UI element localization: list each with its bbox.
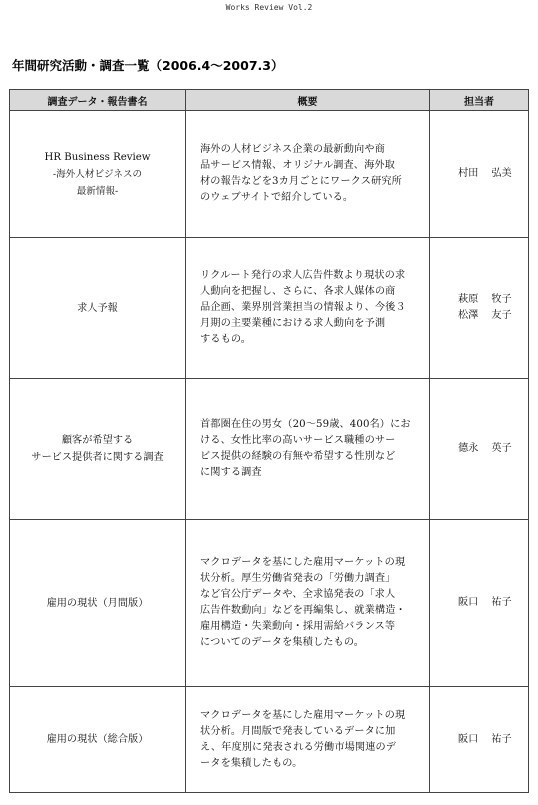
person-given-name: 英子: [491, 443, 512, 454]
report-name-cell: [10, 379, 186, 520]
summary-line: 状分析。厚生労働省発表の「労働力調査」: [200, 573, 396, 584]
summary-cell: [186, 687, 430, 793]
person-in-charge-cell: [430, 379, 529, 520]
summary-line: ータを集積したもの。: [200, 757, 303, 769]
person-given-name: 友子: [491, 310, 512, 321]
summary-line: マクロデータを基にした雇用マーケットの現: [200, 557, 406, 568]
table-row: [10, 687, 529, 793]
column-header-summary: 概要: [186, 90, 430, 111]
person-given-name: 祐子: [491, 733, 512, 745]
person-family-name: 村田: [458, 168, 479, 179]
report-name-cell: [10, 687, 186, 793]
summary-line: ビス提供の経験の有無や希望する性別など: [200, 451, 396, 462]
summary-line: 月期の主要業種における求人動向を予測: [200, 318, 386, 329]
table-header-row: [10, 90, 529, 111]
summary-line: リクルート発行の求人広告件数より現状の求: [200, 270, 406, 281]
column-header-report-name: 調査データ・報告書名: [10, 90, 186, 111]
person-given-name: 弘美: [491, 168, 512, 179]
summary-line: 材の報告などを3カ月ごとにワークス研究所: [200, 176, 402, 187]
summary-line: マクロデータを基にした雇用マーケットの現: [200, 709, 406, 721]
summary-line: に関する調査: [200, 467, 262, 478]
person-given-name: 牧子: [491, 294, 512, 305]
summary-cell: [186, 238, 430, 379]
summary-line: 品サービス情報、オリジナル調査、海外取: [200, 160, 395, 171]
summary-line: え、年度別に発表される労働市場関連のデ: [200, 741, 397, 753]
person-family-name: 阪口: [458, 597, 479, 608]
person-name: [458, 595, 528, 611]
report-name-line: 雇用の現状（総合版）: [46, 734, 149, 745]
summary-line: 広告件数動向」などを再編集し、就業構造・: [200, 605, 406, 616]
running-header: Works Review Vol.2: [225, 3, 313, 12]
report-name-line: 顧客が希望する: [61, 435, 134, 446]
report-name-line: 求人予報: [77, 302, 118, 314]
summary-line: 状分析。月間版で発表しているデータに加: [200, 725, 396, 737]
report-name-line: サービス提供者に関する調査: [31, 452, 164, 463]
report-name-cell: [10, 520, 186, 687]
summary-line: 雇用構造・失業動向・採用需給バランス等: [200, 621, 396, 632]
person-in-charge-cell: [430, 520, 529, 687]
report-name-line: HR Business Review: [44, 151, 151, 163]
person-family-name: 萩原: [458, 294, 479, 305]
report-name-cell: [10, 111, 186, 238]
person-in-charge-cell: [430, 111, 529, 238]
table-row: [10, 379, 529, 520]
table-row: [10, 520, 529, 687]
report-name-line: 最新情報-: [76, 185, 119, 197]
research-activity-table: [9, 89, 529, 793]
person-given-name: 祐子: [491, 597, 512, 608]
summary-line: など官公庁データや、全求協発表の「求人: [200, 589, 396, 600]
report-name-cell: [10, 238, 186, 379]
report-name-line: 雇用の現状（月間版）: [46, 597, 149, 609]
person-name: [458, 292, 528, 308]
person-name: [458, 441, 528, 457]
person-name: [458, 732, 528, 748]
table-row: [10, 238, 529, 379]
summary-cell: [186, 520, 430, 687]
person-family-name: 德永: [458, 443, 479, 454]
person-name: [458, 308, 528, 324]
person-family-name: 松澤: [458, 310, 479, 321]
summary-line: 品企画、業界別営業担当の情報より、今後３: [200, 302, 406, 313]
summary-cell: [186, 111, 430, 238]
summary-line: のウェブサイトで紹介している。: [200, 192, 354, 203]
summary-line: 首都圏在住の男女（20～59歳、400名）にお: [200, 419, 411, 430]
person-in-charge-cell: [430, 238, 529, 379]
table-row: [10, 111, 529, 238]
summary-cell: [186, 379, 430, 520]
person-in-charge-cell: [430, 687, 529, 793]
person-name: [458, 166, 528, 182]
summary-line: 人動向を把握し、さらに、各求人媒体の商: [200, 286, 396, 297]
summary-line: 海外の人材ビジネス企業の最新動向や商: [200, 144, 385, 155]
summary-line: ける、女性比率の高いサービス職種のサー: [200, 435, 396, 446]
page-title: 年間研究活動・調査一覧（2006.4～2007.3）: [12, 58, 284, 73]
person-family-name: 阪口: [458, 733, 479, 745]
summary-line: についてのデータを集積したもの。: [200, 637, 364, 648]
report-name-line: -海外人材ビジネスの: [52, 168, 143, 180]
column-header-person-in-charge: 担当者: [430, 90, 529, 111]
summary-line: するもの。: [200, 334, 252, 345]
